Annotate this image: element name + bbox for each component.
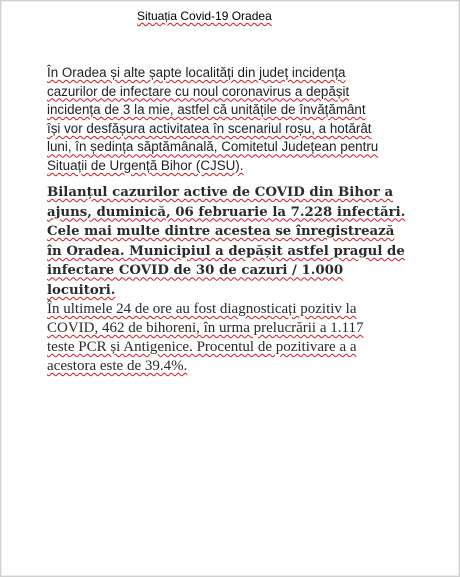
paragraph-line: Bilanțul cazurilor active de COVID din Bihor a — [47, 185, 394, 200]
paragraph-line: cazurilor de infectare cu noul coronavirus a depășit — [47, 83, 350, 99]
paragraph-line: acestora este de 39.4%. — [47, 358, 188, 374]
paragraph-line: teste PCR și Antigenice. Procentul de pozitivare a a — [47, 339, 357, 355]
document-title: Situația Covid-19 Oradea — [137, 9, 272, 23]
paragraph-line: își vor desfășura activitatea în scenariul roșu, a hotărât — [47, 120, 372, 136]
paragraph-line: Situații de Urgență Bihor (CJSU). — [47, 157, 244, 173]
paragraph-line: în Oradea. Municipiul a depășit astfel pragul de — [47, 243, 405, 259]
paragraph-line: locuitori. — [47, 282, 116, 298]
paragraph-active-cases — [47, 183, 419, 301]
paragraph-daily-report — [47, 300, 419, 376]
paragraph-line: incidența de 3 la mie, astfel că unitățile de învățământ — [47, 102, 366, 118]
paragraph-line: ajuns, duminică, 06 februarie la 7.228 infectări. — [47, 204, 406, 220]
paragraph-intro — [47, 64, 419, 176]
paragraph-line: COVID, 462 de bihoreni, în urma prelucrării a 1.117 — [47, 320, 364, 336]
paragraph-line: Cele mai multe dintre acestea se înregistrează — [47, 224, 395, 240]
paragraph-line: În ultimele 24 de ore au fost diagnosticați pozitiv la — [47, 301, 357, 317]
paragraph-line: luni, în ședința săptămânală, Comitetul Județean pentru — [47, 139, 379, 155]
paragraph-line: În Oradea și alte șapte localități din județ incidența — [47, 65, 346, 80]
paragraph-line: infectare COVID de 30 de cazuri / 1.000 — [47, 263, 344, 279]
